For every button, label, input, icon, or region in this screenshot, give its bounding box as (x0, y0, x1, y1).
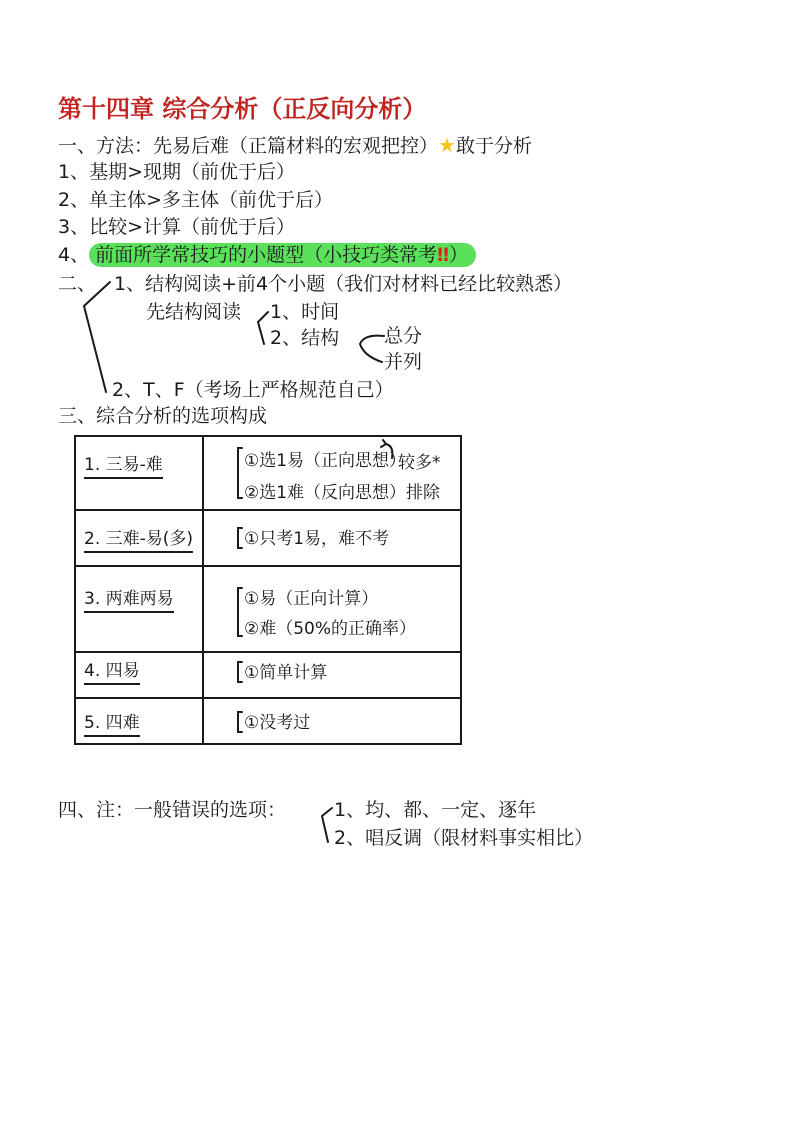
section2-sub-sub-item-2: 并列 (384, 351, 423, 373)
curved-arrow-head (381, 440, 386, 447)
cell-bracket (238, 448, 242, 498)
table-row-3-note-1: ①易（正向计算） (244, 589, 379, 609)
cell-bracket (238, 712, 242, 732)
section4-item-2: 2、唱反调（限材料事实相比） (334, 827, 594, 849)
table-row-1-side-note: 较多* (398, 453, 441, 473)
table-row-2-label: 2. 三难-易(多) (84, 529, 193, 553)
section4-heading: 四、注：一般错误的选项： (58, 799, 287, 821)
table-row-2-note-1: ①只考1易，难不考 (244, 529, 390, 549)
table-row-5-note-1: ①没考过 (244, 713, 311, 733)
double-exclamation-icon: ‼ (437, 244, 450, 266)
page-title: 第十四章 综合分析（正反向分析） (58, 95, 427, 123)
table-row-4-label: 4. 四易 (84, 661, 140, 685)
section2-sub-label: 先结构阅读 (146, 301, 242, 323)
section2-item-2: 2、T、F（考场上严格规范自己） (112, 379, 394, 401)
table-row-3-label: 3. 两难两易 (84, 589, 174, 613)
table-row-3-note-2: ②难（50%的正确率） (244, 619, 417, 639)
section1-item-4-highlight: 前面所学常技巧的小题型（小技巧类常考 (95, 244, 438, 266)
table-row-1-note-2: ②选1难（反向思想）排除 (244, 483, 441, 503)
table-row-4-note-1: ①简单计算 (244, 663, 328, 683)
section1-item-4-prefix: 4、 (58, 244, 90, 266)
cell-bracket (238, 528, 242, 548)
section1-heading-text: 一、方法：先易后难（正篇材料的宏观把控） (58, 135, 439, 157)
section1-item-1: 1、基期>现期（前优于后） (58, 161, 296, 183)
section2-sub-item-1: 1、时间 (270, 301, 340, 323)
section1-heading-tail: 敢于分析 (455, 135, 532, 157)
section2-item-1: 1、结构阅读+前4个小题（我们对材料已经比较熟悉） (114, 273, 573, 295)
section2-sub-sub-item-1: 总分 (384, 325, 423, 347)
star-icon: ★ (438, 133, 456, 157)
sub-sub-bracket (360, 336, 384, 362)
sub-bracket (258, 312, 268, 344)
table-row-1-note-1: ①选1易（正向思想） (244, 451, 407, 471)
highlighted-text: 前面所学常技巧的小题型（小技巧类常考‼） (89, 243, 476, 267)
cell-bracket (238, 662, 242, 682)
section4-item-1: 1、均、都、一定、逐年 (334, 799, 537, 821)
table-row-1-label: 1. 三易-难 (84, 455, 163, 479)
section2-prefix: 二、 (58, 273, 97, 295)
cell-bracket (238, 588, 242, 636)
section2-bracket (84, 282, 110, 392)
curved-arrow (386, 444, 392, 458)
section1-item-2: 2、单主体>多主体（前优于后） (58, 189, 334, 211)
table-row-5-label: 5. 四难 (84, 713, 140, 737)
section1-item-3: 3、比较>计算（前优于后） (58, 216, 296, 238)
section3-heading: 三、综合分析的选项构成 (58, 405, 268, 427)
section4-bracket (322, 808, 332, 842)
section2-sub-item-2: 2、结构 (270, 327, 340, 349)
